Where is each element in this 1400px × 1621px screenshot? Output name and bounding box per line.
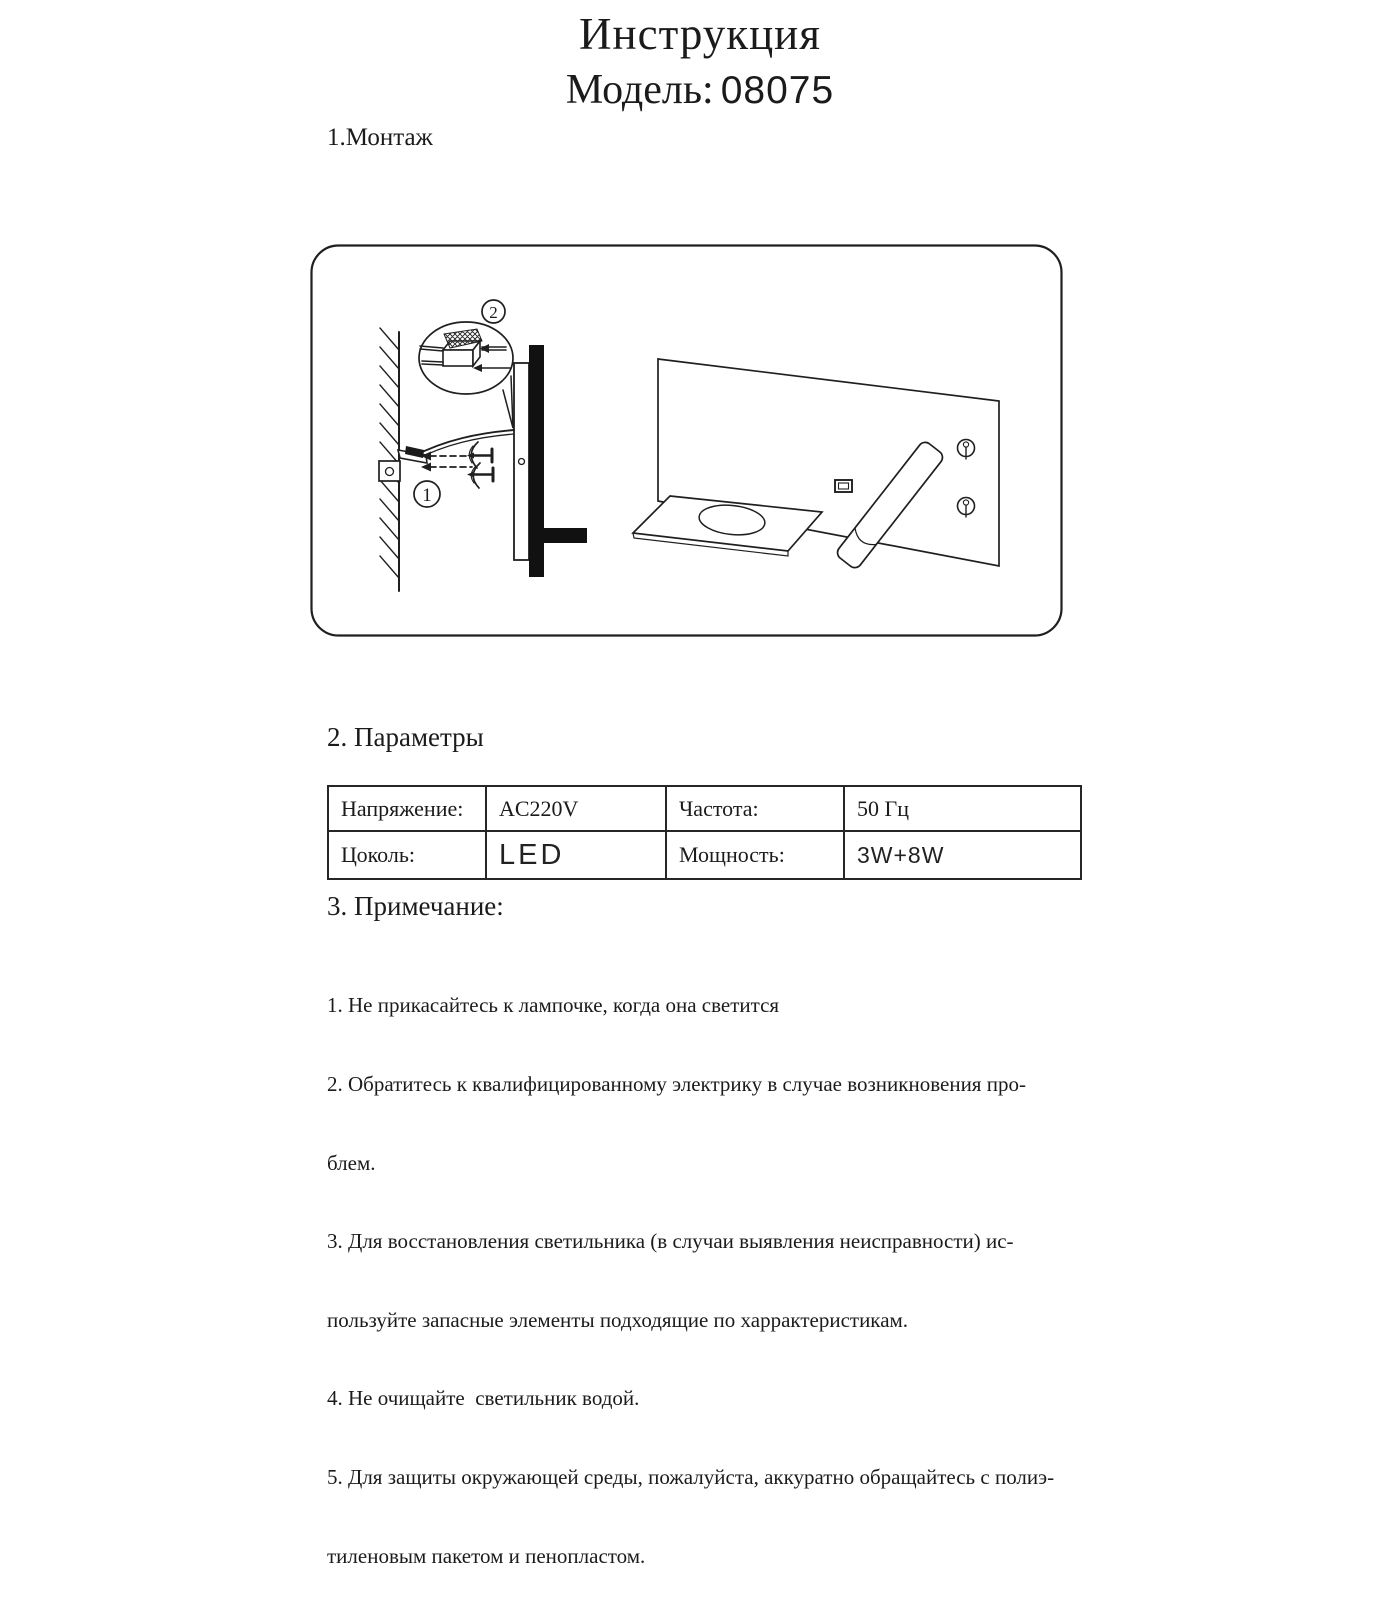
cell-power-value: 3W+8W [857, 841, 945, 868]
model-line [0, 66, 1400, 114]
marker-2-label: 2 [489, 303, 498, 322]
note-line: блем. [327, 1150, 376, 1175]
cell-frequency-value: 50 Гц [845, 787, 1080, 832]
installation-diagram-svg [310, 244, 1063, 637]
lamp-side-view [514, 345, 587, 577]
cell-socket-label: Цоколь: [329, 832, 487, 878]
cell-voltage-value: AC220V [487, 787, 667, 832]
model-label: Модель: [565, 67, 714, 113]
note-line: 5. Для защиты окружающей среды, пожалуйста, аккуратно обращайтесь с полиэ- [327, 1465, 1055, 1490]
marker-1-badge [414, 481, 440, 507]
model-number: 08075 [720, 69, 835, 112]
params-table [327, 785, 1082, 880]
note-line: 3. Для восстановления светильника (в случаи выявления неисправности) ис- [327, 1229, 1014, 1254]
page-title: Инструкция [579, 9, 821, 59]
note-line: 2. Обратитесь к квалифицированному электрику в случае возникновения про- [327, 1072, 1026, 1097]
note-line: тиленовым пакетом и пенопластом. [327, 1543, 646, 1568]
cell-socket-value: LED [487, 832, 667, 878]
wall-hatch [380, 328, 399, 591]
note-line: 1. Не прикасайтесь к лампочке, когда она светится [327, 993, 780, 1018]
section-heading-params: 2. Параметры [327, 722, 484, 752]
marker-1-label: 1 [422, 485, 432, 506]
dashed-arrows [421, 452, 472, 472]
marker-2-badge [482, 300, 505, 323]
cell-voltage-label: Напряжение: [329, 787, 487, 832]
installation-diagram [310, 244, 1063, 637]
section-heading-notes: 3. Примечание: [327, 891, 504, 921]
lamp-front-view [633, 359, 999, 570]
note-line: 4. Не очищайте светильник водой. [327, 1386, 640, 1411]
cell-power-label: Мощность: [667, 832, 845, 878]
note-line: пользуйте запасные элементы подходящие по харрактеристикам. [327, 1307, 909, 1332]
mounting-bracket [379, 446, 427, 481]
section-heading-montage: 1.Монтаж [327, 124, 433, 151]
screws [467, 442, 493, 488]
notes-list [327, 940, 1127, 1621]
wire-detail-balloon [419, 322, 513, 428]
cell-frequency-label: Частота: [667, 787, 845, 832]
